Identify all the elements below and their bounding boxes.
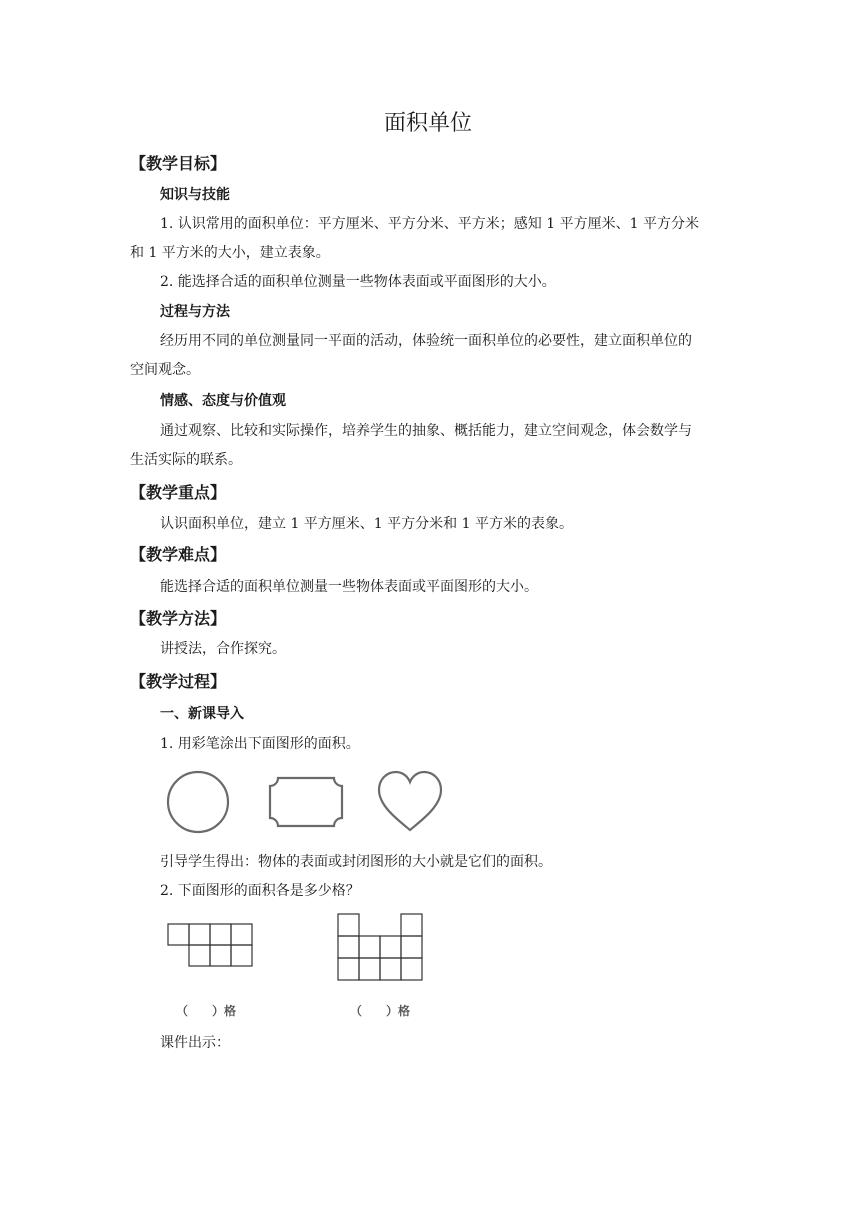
- objective-k1-line1: 1. 认识常用的面积单位：平方厘米、平方分米、平方米；感知 1 平方厘米、1 平方分米: [160, 216, 699, 232]
- objective-k1-line2: 和 1 平方米的大小，建立表象。: [130, 245, 330, 261]
- notched-rectangle-shape: [270, 778, 342, 826]
- objective-k2: 2. 能选择合适的面积单位测量一些物体表面或平面图形的大小。: [160, 274, 556, 290]
- grid-figure-1: [166, 922, 256, 972]
- emotion-heading: 情感、态度与价值观: [160, 393, 286, 409]
- answer-label-1: （ ）格: [176, 1004, 237, 1018]
- section-difficulties: 【教学难点】: [130, 545, 227, 564]
- section-key-points: 【教学重点】: [130, 483, 227, 502]
- methods-text: 讲授法，合作探究。: [160, 641, 286, 657]
- section-objectives: 【教学目标】: [130, 154, 227, 173]
- page-title: 面积单位: [384, 111, 473, 136]
- answer-label-2: （ ）格: [350, 1004, 411, 1018]
- question-2: 2. 下面图形的面积各是多少格？: [160, 883, 360, 899]
- key-points-text: 认识面积单位，建立 1 平方厘米、1 平方分米和 1 平方米的表象。: [160, 516, 573, 532]
- shapes-figure: [160, 766, 460, 838]
- emotion-line1: 通过观察、比较和实际操作，培养学生的抽象、概括能力，建立空间观念，体会数学与: [160, 423, 692, 439]
- difficulties-text: 能选择合适的面积单位测量一些物体表面或平面图形的大小。: [160, 579, 538, 595]
- section-methods: 【教学方法】: [130, 609, 227, 628]
- question-1: 1. 用彩笔涂出下面图形的面积。: [160, 736, 360, 752]
- grid-figure-2: [336, 912, 428, 984]
- process-line1: 经历用不同的单位测量同一平面的活动，体验统一面积单位的必要性，建立面积单位的: [160, 333, 692, 349]
- heart-shape: [379, 772, 441, 830]
- emotion-line2: 生活实际的联系。: [130, 452, 242, 468]
- intro-heading: 一、新课导入: [160, 706, 244, 722]
- circle-shape: [168, 772, 228, 832]
- process-method-heading: 过程与方法: [160, 304, 230, 320]
- knowledge-heading: 知识与技能: [160, 187, 230, 203]
- guide-text: 引导学生得出：物体的表面或封闭图形的大小就是它们的面积。: [160, 854, 552, 870]
- section-process: 【教学过程】: [130, 672, 227, 691]
- process-line2: 空间观念。: [130, 362, 200, 378]
- courseware-text: 课件出示：: [160, 1035, 230, 1051]
